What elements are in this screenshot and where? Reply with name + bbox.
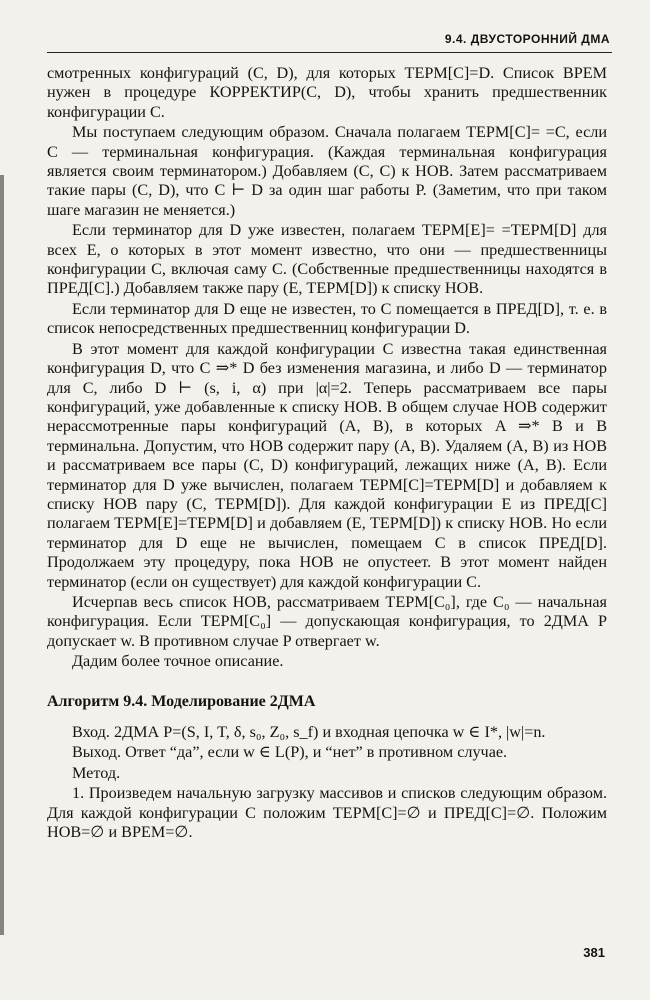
- paragraph: Мы поступаем следующим образом. Сначала полагаем ТЕРМ[C]= =C, если C — терминальная конфигурация. (Каждая терминальная конфигурация является своим терминатором.) Добавляем (C, C) к НОВ. Затем рассматриваем такие пары (C, D), что C ⊢ D за один шаг работы P. (Заметим, что при таком шаге магазин не меняется.): [47, 123, 607, 219]
- algorithm-title: Алгоритм 9.4. Моделирование 2ДМА: [47, 692, 316, 710]
- algorithm-output: Выход. Ответ “да”, если w ∈ L(P), и “нет” в противном случае.: [72, 743, 508, 762]
- paragraph: Дадим более точное описание.: [72, 652, 284, 671]
- paragraph-continuation: смотренных конфигураций (C, D), для которых ТЕРМ[C]=D. Список ВРЕМ нужен в процедуре КОРРЕКТИР(C, D), чтобы хранить предшественник конфигурации C.: [47, 64, 607, 121]
- algorithm-input: Вход. 2ДМА P=(S, I, T, δ, s₀, Z₀, s_f) и входная цепочка w ∈ I*, |w|=n.: [72, 723, 546, 741]
- algorithm-method: Метод.: [72, 763, 121, 782]
- page-edge-shadow: [0, 175, 4, 935]
- page-body: [47, 64, 607, 842]
- paragraph: Исчерпав весь список НОВ, рассматриваем ТЕРМ[C₀], где C₀ — начальная конфигурация. Если ТЕРМ[C₀] — допускающая конфигурация, то 2ДМА P допускает w. В противном случае P отвергает w.: [47, 592, 607, 650]
- paragraph: В этот момент для каждой конфигурации C известна такая единственная конфигурация D, что C ⇒* D без изменения магазина, и либо D — терминатор для C, либо D ⊢ (s, i, α) при |α|=2. Теперь рассматриваем все пары конфигураций, уже добавленные к списку НОВ. В общем случае НОВ содержит нерассмотренные пары конфигураций (A, B), в которых A ⇒* B и B терминальна. Допустим, что НОВ содержит пару (A, B). Удаляем (A, B) из НОВ и рассматриваем все пары (C, D) конфигураций, лежащих ниже (A, B). Если терминатор для D уже вычислен, полагаем ТЕРМ[C]=ТЕРМ[D] и добавляем к списку НОВ пару (C, ТЕРМ[D]). Для каждой конфигурации E из ПРЕД[C] полагаем ТЕРМ[E]=ТЕРМ[D] и добавляем (E, ТЕРМ[D]) к списку НОВ. Но если терминатор для D еще не вычислен, помещаем C в список ПРЕД[D]. Продолжаем эту процедуру, пока НОВ не опустеет. В этот момент найден терминатор (если он существует) для каждой конфигурации C.: [47, 339, 607, 591]
- running-header: [47, 30, 612, 53]
- algorithm-step-1: 1. Произведем начальную загрузку массивов и списков следующим образом. Для каждой конфигурации C положим ТЕРМ[C]=∅ и ПРЕД[C]=∅. Положим НОВ=∅ и ВРЕМ=∅.: [47, 784, 607, 842]
- page-number: 381: [583, 945, 605, 960]
- paragraph: Если терминатор для D уже известен, полагаем ТЕРМ[E]= =ТЕРМ[D] для всех E, о которых в этот момент известно, что они — предшественницы конфигурации C, включая саму C. (Собственные предшественницы находятся в ПРЕД[C].) Добавляем также пару (E, ТЕРМ[D]) к списку НОВ.: [47, 221, 607, 298]
- running-title: 9.4. ДВУСТОРОННИЙ ДМА: [444, 32, 610, 46]
- paragraph: Если терминатор для D еще не известен, то C помещается в ПРЕД[D], т. е. в список непосредственных предшественниц конфигурации D.: [47, 299, 607, 338]
